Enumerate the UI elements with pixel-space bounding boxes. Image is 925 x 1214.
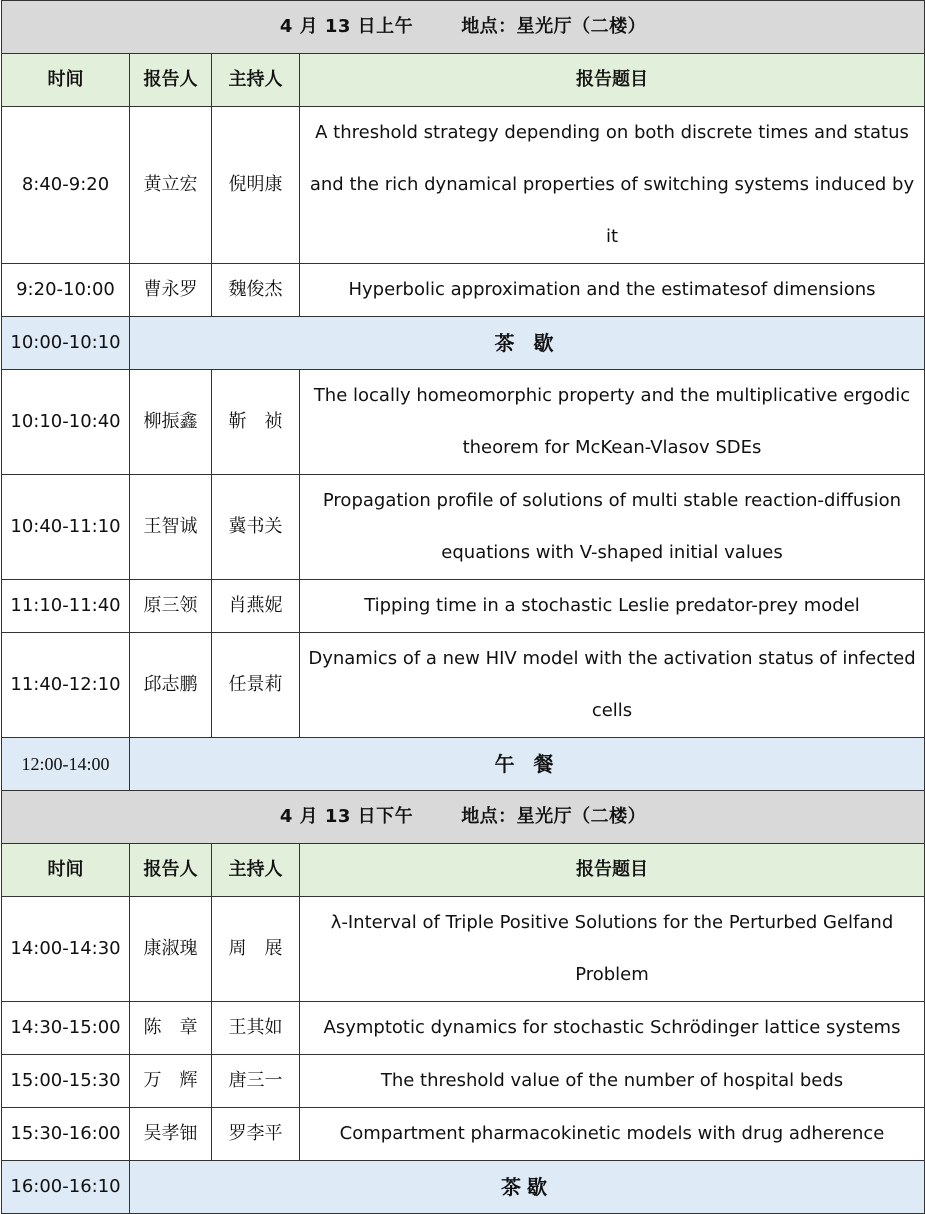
host-cell: 倪明康 — [212, 107, 300, 264]
column-header-time: 时间 — [2, 54, 130, 107]
break-row — [2, 738, 925, 791]
session-header — [2, 791, 925, 844]
column-header-row — [2, 844, 925, 897]
break-label: 茶 歇 — [130, 317, 925, 370]
host-cell: 肖燕妮 — [212, 580, 300, 633]
talk-title-cell: Propagation profile of solutions of multi stable reaction-diffusion equations with V-shaped initial values — [300, 475, 925, 580]
host-cell: 王其如 — [212, 1002, 300, 1055]
column-header-row — [2, 54, 925, 107]
table-row — [2, 897, 925, 1002]
talk-title-cell: Dynamics of a new HIV model with the activation status of infected cells — [300, 633, 925, 738]
table-row — [2, 1108, 925, 1161]
speaker-cell: 王智诚 — [130, 475, 212, 580]
talk-title-cell: The threshold value of the number of hospital beds — [300, 1055, 925, 1108]
host-cell: 任景莉 — [212, 633, 300, 738]
session-venue: 地点：星光厅（二楼） — [461, 806, 647, 827]
speaker-cell: 康淑瑰 — [130, 897, 212, 1002]
time-cell: 15:30-16:00 — [2, 1108, 130, 1161]
time-cell: 16:00-16:10 — [2, 1161, 130, 1214]
time-cell: 9:20-10:00 — [2, 264, 130, 317]
speaker-cell: 万 辉 — [130, 1055, 212, 1108]
table-row — [2, 580, 925, 633]
session-header-row — [2, 1, 925, 54]
time-cell: 14:30-15:00 — [2, 1002, 130, 1055]
table-row — [2, 370, 925, 475]
table-row — [2, 1002, 925, 1055]
talk-title-cell: The locally homeomorphic property and the multiplicative ergodic theorem for McKean-Vlasov SDEs — [300, 370, 925, 475]
break-row — [2, 1161, 925, 1214]
session-header-row — [2, 791, 925, 844]
table-row — [2, 1055, 925, 1108]
table-row — [2, 107, 925, 264]
speaker-cell: 原三领 — [130, 580, 212, 633]
time-cell: 14:00-14:30 — [2, 897, 130, 1002]
talk-title-cell: Asymptotic dynamics for stochastic Schrödinger lattice systems — [300, 1002, 925, 1055]
host-cell: 罗李平 — [212, 1108, 300, 1161]
schedule-table — [1, 0, 925, 1214]
table-row — [2, 633, 925, 738]
time-cell: 10:10-10:40 — [2, 370, 130, 475]
table-row — [2, 264, 925, 317]
column-header-time: 时间 — [2, 844, 130, 897]
speaker-cell: 吴孝钿 — [130, 1108, 212, 1161]
session-header — [2, 1, 925, 54]
column-header-speaker: 报告人 — [130, 54, 212, 107]
column-header-title: 报告题目 — [300, 54, 925, 107]
host-cell: 靳 祯 — [212, 370, 300, 475]
speaker-cell: 柳振鑫 — [130, 370, 212, 475]
speaker-cell: 陈 章 — [130, 1002, 212, 1055]
break-label: 午 餐 — [130, 738, 925, 791]
session-date: 4 月 13 日下午 — [279, 806, 414, 827]
host-cell: 魏俊杰 — [212, 264, 300, 317]
talk-title-cell: Compartment pharmacokinetic models with drug adherence — [300, 1108, 925, 1161]
time-cell: 10:40-11:10 — [2, 475, 130, 580]
speaker-cell: 黄立宏 — [130, 107, 212, 264]
break-row — [2, 317, 925, 370]
time-cell: 8:40-9:20 — [2, 107, 130, 264]
session-venue: 地点：星光厅（二楼） — [461, 16, 647, 37]
column-header-host: 主持人 — [212, 844, 300, 897]
speaker-cell: 邱志鹏 — [130, 633, 212, 738]
time-cell: 12:00-14:00 — [2, 738, 130, 791]
talk-title-cell: Tipping time in a stochastic Leslie predator-prey model — [300, 580, 925, 633]
column-header-speaker: 报告人 — [130, 844, 212, 897]
table-row — [2, 475, 925, 580]
talk-title-cell: λ-Interval of Triple Positive Solutions for the Perturbed Gelfand Problem — [300, 897, 925, 1002]
talk-title-cell: A threshold strategy depending on both discrete times and status and the rich dynamical properties of switching systems induced by it — [300, 107, 925, 264]
host-cell: 周 展 — [212, 897, 300, 1002]
host-cell: 唐三一 — [212, 1055, 300, 1108]
time-cell: 10:00-10:10 — [2, 317, 130, 370]
host-cell: 冀书关 — [212, 475, 300, 580]
time-cell: 11:10-11:40 — [2, 580, 130, 633]
session-date: 4 月 13 日上午 — [279, 16, 414, 37]
time-cell: 11:40-12:10 — [2, 633, 130, 738]
column-header-host: 主持人 — [212, 54, 300, 107]
column-header-title: 报告题目 — [300, 844, 925, 897]
speaker-cell: 曹永罗 — [130, 264, 212, 317]
talk-title-cell: Hyperbolic approximation and the estimatesof dimensions — [300, 264, 925, 317]
time-cell: 15:00-15:30 — [2, 1055, 130, 1108]
break-label: 茶歇 — [130, 1161, 925, 1214]
